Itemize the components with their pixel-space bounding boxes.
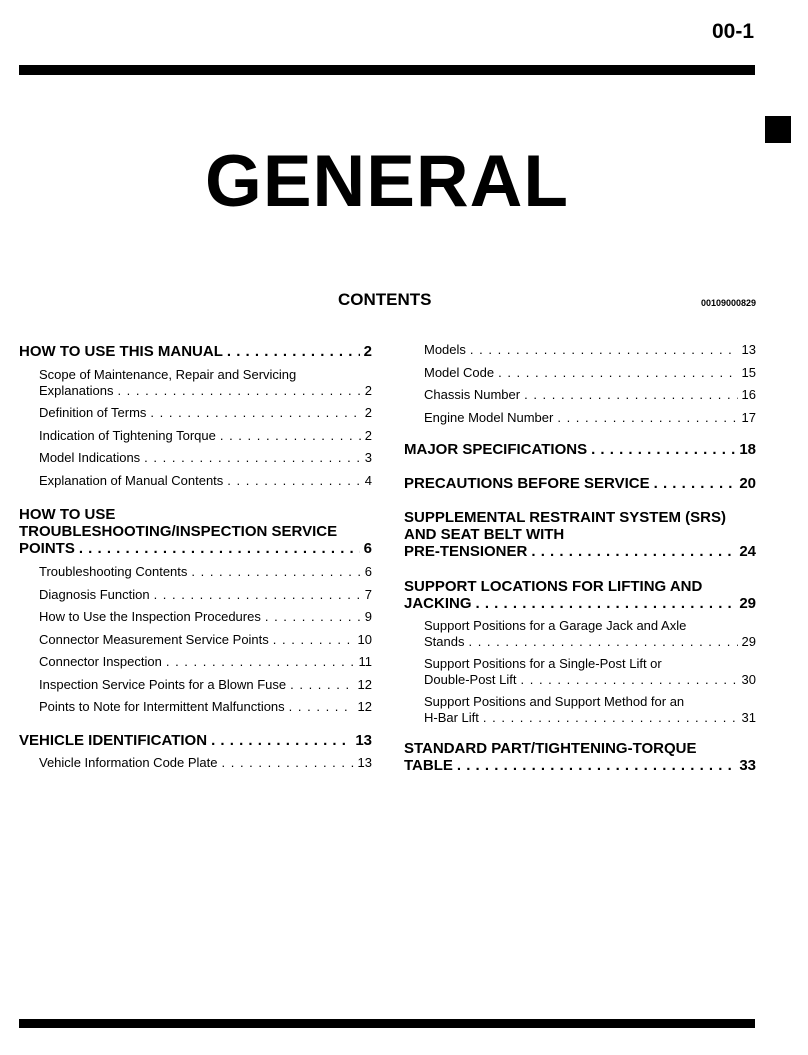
toc-page: 16	[741, 387, 756, 402]
toc-page: 12	[357, 676, 372, 692]
toc-title-cont: JACKING	[404, 595, 472, 612]
toc-title: Connector Inspection	[39, 654, 162, 669]
toc-entry-diagnosis[interactable]	[19, 587, 372, 603]
toc-entry-connector-inspection[interactable]	[19, 654, 372, 670]
toc-entry-engine-model[interactable]	[404, 410, 756, 426]
toc-title: Inspection Service Points for a Blown Fuse	[39, 676, 287, 692]
toc-title: Diagnosis Function	[39, 586, 150, 602]
toc-title-cont: PRE-TENSIONER	[404, 543, 528, 560]
toc-entry-scope[interactable]	[19, 367, 372, 398]
toc-entry-single-post-lift[interactable]	[404, 656, 756, 687]
toc-page: 7	[364, 586, 372, 602]
toc-title: STANDARD PART/TIGHTENING-TORQUE	[404, 740, 697, 757]
toc-entry-definition[interactable]	[19, 405, 372, 421]
toc-title: HOW TO USE	[19, 506, 116, 523]
toc-page: 2	[364, 382, 372, 398]
toc-page: 3	[364, 450, 372, 465]
toc-page: 29	[739, 595, 756, 612]
toc-entry-model-code[interactable]	[404, 365, 756, 381]
toc-title-cont: POINTS	[19, 540, 75, 557]
toc-title: Support Positions for a Garage Jack and Axle	[424, 618, 687, 633]
toc-entry-srs[interactable]	[404, 509, 756, 560]
toc-entry-connector-measurement[interactable]	[19, 632, 372, 648]
toc-page: 18	[739, 441, 756, 458]
toc-entry-vin-plate[interactable]	[19, 755, 372, 771]
toc-page: 31	[741, 709, 756, 725]
toc-title: How to Use the Inspection Procedures	[39, 609, 261, 624]
toc-entry-inspection-procedures[interactable]	[19, 609, 372, 625]
toc-title: Explanation of Manual Contents	[39, 472, 224, 488]
toc-page: 13	[355, 731, 372, 749]
toc-entry-blown-fuse[interactable]	[19, 677, 372, 693]
toc-page: 9	[364, 609, 372, 624]
toc-page: 13	[741, 342, 756, 357]
toc-title: SUPPORT LOCATIONS FOR LIFTING AND	[404, 578, 703, 595]
toc-title-cont: TABLE	[404, 757, 453, 774]
toc-left-column	[19, 342, 372, 770]
toc-page: 10	[357, 631, 372, 647]
toc-page: 2	[363, 343, 372, 360]
toc-title-cont: Double-Post Lift	[424, 671, 517, 687]
toc-entry-major-specifications[interactable]	[404, 441, 756, 458]
toc-entry-how-to-use[interactable]	[19, 343, 372, 360]
toc-page: 15	[741, 364, 756, 380]
toc-title: Model Indications	[39, 450, 141, 465]
toc-title: Scope of Maintenance, Repair and Servicing	[39, 367, 297, 382]
toc-entry-troubleshooting[interactable]	[19, 506, 372, 557]
toc-page: 2	[364, 405, 372, 420]
toc-page: 13	[357, 754, 372, 770]
toc-title: Support Positions for a Single-Post Lift or	[424, 656, 662, 671]
toc-title: PRECAUTIONS BEFORE SERVICE	[404, 475, 650, 492]
toc-page: 33	[739, 757, 756, 774]
bottom-rule	[19, 1019, 755, 1028]
toc-title: Vehicle Information Code Plate	[39, 754, 218, 770]
toc-entry-support-locations[interactable]	[404, 578, 756, 612]
toc-title-cont: Explanations	[39, 382, 114, 398]
toc-page: 30	[741, 671, 756, 687]
toc-right-column	[404, 342, 756, 774]
chapter-title: GENERAL	[205, 141, 569, 222]
toc-page: 11	[358, 654, 372, 669]
toc-entry-model-indications[interactable]	[19, 450, 372, 466]
toc-title: SUPPLEMENTAL RESTRAINT SYSTEM (SRS)	[404, 509, 726, 526]
toc-page: 12	[357, 699, 372, 714]
toc-entry-precautions[interactable]	[404, 475, 756, 492]
toc-title-cont: Stands	[424, 633, 465, 649]
toc-title: HOW TO USE THIS MANUAL	[19, 343, 223, 360]
toc-title: VEHICLE IDENTIFICATION	[19, 731, 208, 749]
toc-page: 24	[739, 543, 756, 560]
toc-page: 6	[363, 540, 372, 557]
toc-entry-ts-contents[interactable]	[19, 564, 372, 580]
toc-page: 29	[741, 633, 756, 649]
toc-page: 17	[741, 409, 756, 425]
toc-page: 2	[364, 427, 372, 443]
toc-title: MAJOR SPECIFICATIONS	[404, 441, 588, 458]
toc-title: Indication of Tightening Torque	[39, 427, 216, 443]
toc-entry-explanation[interactable]	[19, 473, 372, 489]
page-number: 00-1	[711, 20, 754, 43]
toc-entry-torque[interactable]	[19, 428, 372, 444]
section-tab-marker	[765, 116, 791, 143]
toc-entry-vehicle-identification[interactable]	[19, 732, 372, 749]
toc-title: Connector Measurement Service Points	[39, 631, 269, 647]
contents-heading: CONTENTS	[338, 290, 432, 309]
toc-page: 20	[739, 475, 756, 492]
toc-title: Points to Note for Intermittent Malfunctions	[39, 699, 285, 714]
top-rule	[19, 65, 755, 75]
toc-title: Support Positions and Support Method for an	[424, 694, 685, 709]
toc-entry-chassis[interactable]	[404, 387, 756, 403]
toc-title: Chassis Number	[424, 387, 521, 402]
toc-entry-intermittent[interactable]	[19, 699, 372, 715]
toc-title: Definition of Terms	[39, 405, 147, 420]
toc-title: Model Code	[424, 364, 495, 380]
toc-title: Engine Model Number	[424, 409, 554, 425]
toc-title-cont: AND SEAT BELT WITH	[404, 526, 565, 543]
toc-title-cont: TROUBLESHOOTING/INSPECTION SERVICE	[19, 523, 338, 540]
toc-title: Models	[424, 342, 466, 357]
toc-entry-garage-jack[interactable]	[404, 618, 756, 649]
toc-title: Troubleshooting Contents	[39, 564, 188, 579]
toc-entry-hbar-lift[interactable]	[404, 694, 756, 725]
toc-entry-standard-part[interactable]	[404, 740, 756, 774]
toc-entry-models[interactable]	[404, 342, 756, 358]
toc-page: 6	[364, 564, 372, 579]
toc-page: 4	[364, 472, 372, 488]
document-code: 00109000829	[700, 298, 756, 308]
toc-title-cont: H-Bar Lift	[424, 709, 479, 725]
